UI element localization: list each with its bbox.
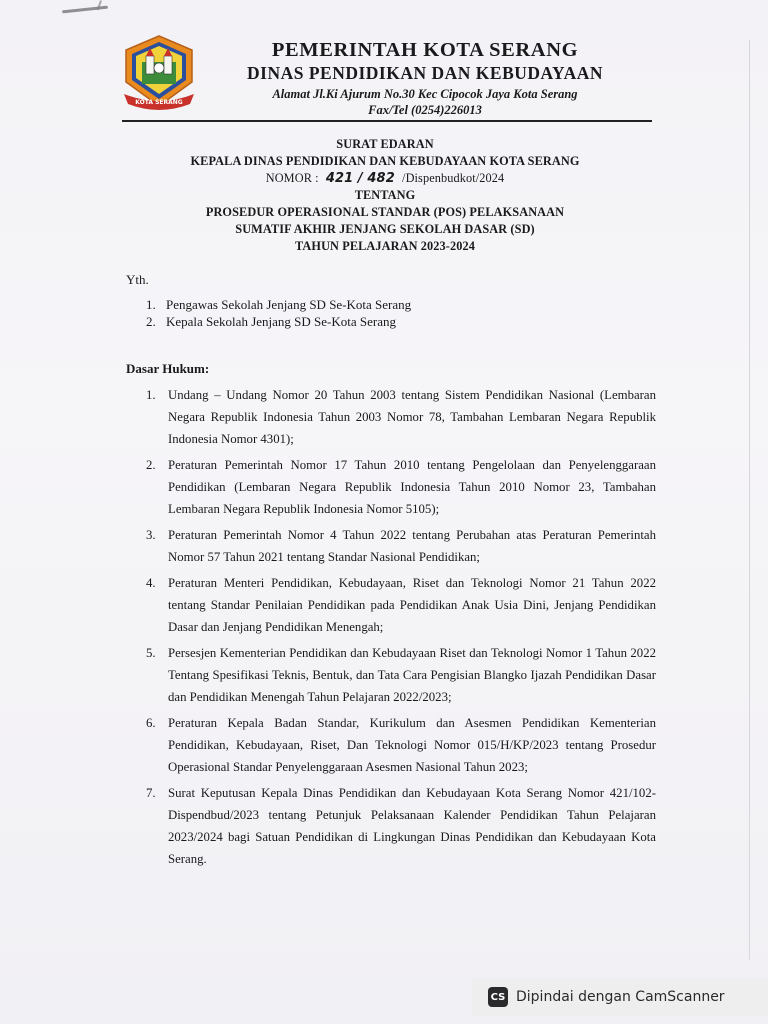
list-item: 1. Pengawas Sekolah Jenjang SD Se-Kota Serang xyxy=(146,297,412,312)
title-subject-3: TAHUN PELAJARAN 2023-2024 xyxy=(295,239,475,253)
nomor-label: NOMOR : xyxy=(265,171,319,185)
kota-serang-logo-icon xyxy=(118,34,200,116)
title-tentang: TENTANG xyxy=(354,188,416,202)
letterhead-department: DINAS PENDIDIKAN DAN KEBUDAYAAN xyxy=(247,63,603,83)
logo-banner-text: KOTA SERANG xyxy=(135,99,183,106)
title-issuer: KEPALA DINAS PENDIDIKAN DAN KEBUDAYAAN KOTA SERANG xyxy=(190,154,580,168)
letterhead-fax: Fax/Tel (0254)226013 xyxy=(368,103,482,117)
document-number xyxy=(120,170,650,187)
nomor-suffix: /Dispenbudkot/2024 xyxy=(402,171,505,185)
recipient-list xyxy=(146,296,411,330)
title-subject-2: SUMATIF AKHIR JENJANG SEKOLAH DASAR (SD) xyxy=(235,222,535,236)
letterhead-government: PEMERINTAH KOTA SERANG xyxy=(271,39,579,61)
title-surat-edaran: SURAT EDARAN xyxy=(336,137,434,151)
camscanner-watermark xyxy=(472,978,768,1016)
nomor-handwritten: 421 / 482 xyxy=(325,171,395,186)
list-item: 6. Peraturan Kepala Badan Standar, Kurikulum dan Asesmen Pendidikan Kementerian Pendidikan, Kebudayaan, Riset, Dan Teknologi Nomor 015/H/KP/2023 tentang Prosedur Operasional Standar Penyelenggaraan Asesmen Nasional Tahun 2023; xyxy=(146,716,656,774)
list-item: 2. Peraturan Pemerintah Nomor 17 Tahun 2010 tentang Pengelolaan dan Penyelenggaraan Pendidikan (Lembaran Negara Republik Indonesia Tahun 2010 Nomor 23, Tambahan Lembaran Negara Republik Indonesia Nomor 5105); xyxy=(146,458,656,516)
list-item: 5. Persesjen Kementerian Pendidikan dan Kebudayaan Riset dan Teknologi Nomor 1 Tahun 2022 Tentang Spesifikasi Teknis, Bentuk, dan Tata Cara Pengisian Blangko Ijazah Pendidikan Dasar dan Pendidikan Menengah Tahun Pelajaran 2022/2023; xyxy=(146,646,656,704)
title-subject-1: PROSEDUR OPERASIONAL STANDAR (POS) PELAKSANAAN xyxy=(205,205,565,219)
pen-mark-2 xyxy=(97,0,112,14)
camscanner-icon: CS xyxy=(488,987,508,1007)
salutation: Yth. xyxy=(126,272,149,287)
list-item: 2. Kepala Sekolah Jenjang SD Se-Kota Serang xyxy=(146,314,396,329)
list-item: 3. Peraturan Pemerintah Nomor 4 Tahun 2022 tentang Perubahan atas Peraturan Pemerintah Nomor 57 Tahun 2021 tentang Standar Nasional Pendidikan; xyxy=(146,528,656,564)
letterhead-address: Alamat Jl.Ki Ajurum No.30 Kec Cipocok Jaya Kota Serang xyxy=(272,87,578,101)
list-item: 7. Surat Keputusan Kepala Dinas Pendidikan dan Kebudayaan Kota Serang Nomor 421/102-Dispendbud/2023 tentang Petunjuk Pelaksanaan Kalender Pendidikan Tahun Pelajaran 2023/2024 bagi Satuan Pendidikan di Lingkungan Dinas Pendidikan dan Kebudayaan Kota Serang. xyxy=(146,786,656,866)
legal-basis-heading: Dasar Hukum: xyxy=(126,361,210,376)
document-title xyxy=(120,136,650,255)
letterhead xyxy=(200,38,650,118)
list-item: 4. Peraturan Menteri Pendidikan, Kebudayaan, Riset dan Teknologi Nomor 21 Tahun 2022 tentang Standar Penilaian Pendidikan pada Pendidikan Anak Usia Dini, Jenjang Pendidikan Dasar dan Jenjang Pendidikan Menengah; xyxy=(146,576,656,634)
page-edge-line xyxy=(749,40,750,960)
camscanner-text: Dipindai dengan CamScanner xyxy=(516,989,725,1005)
list-item: 1. Undang – Undang Nomor 20 Tahun 2003 tentang Sistem Pendidikan Nasional (Lembaran Negara Republik Indonesia Tahun 2003 Nomor 78, Tambahan Lembaran Negara Republik Indonesia Nomor 4301); xyxy=(146,388,656,446)
legal-basis-list xyxy=(146,384,656,874)
letterhead-divider xyxy=(122,120,652,122)
